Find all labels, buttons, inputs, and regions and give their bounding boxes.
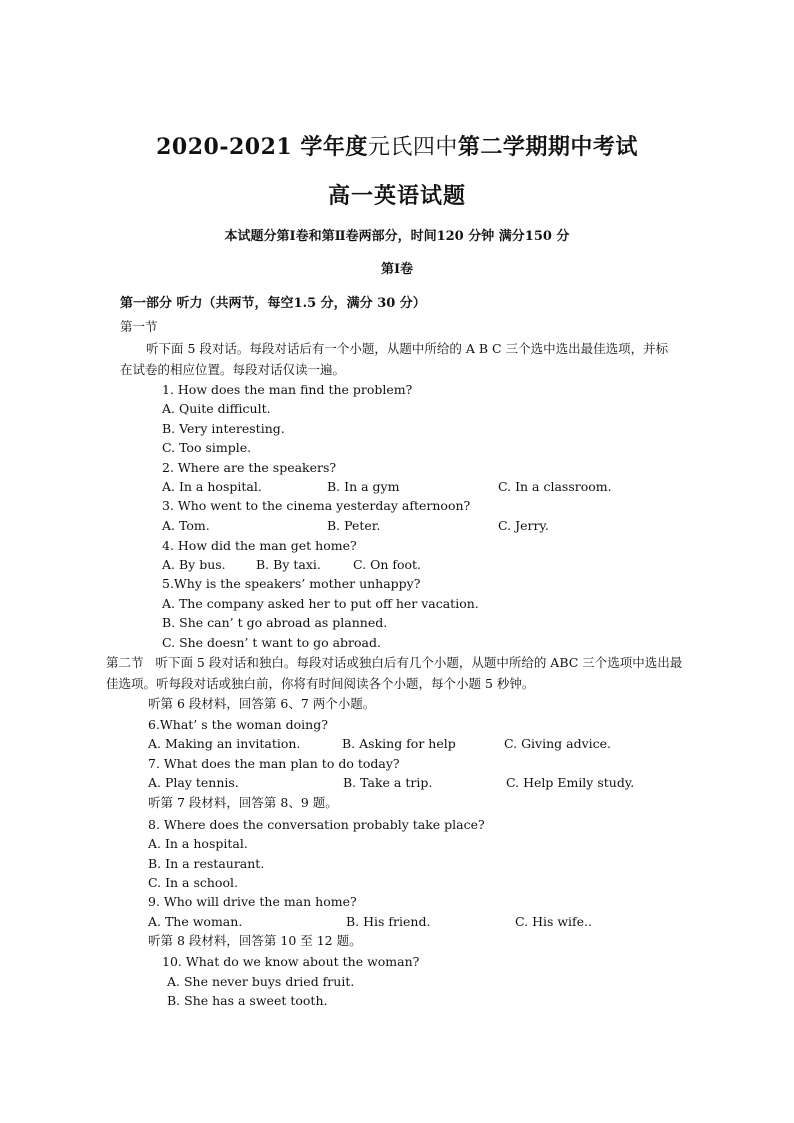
q7-option-a: A. Play tennis.	[148, 775, 239, 790]
q6-option-a: A. Making an invitation.	[148, 736, 301, 751]
q5-option-b: B. She can’ t go abroad as planned.	[162, 615, 388, 630]
question-1: 1. How does the man find the problem?	[162, 382, 413, 397]
section2-block	[106, 652, 686, 694]
q5-option-c: C. She doesn’ t want to go abroad.	[162, 635, 381, 650]
q1-option-a: A. Quite difficult.	[162, 401, 271, 416]
q2-option-c: C. In a classroom.	[498, 479, 612, 494]
q3-option-b: B. Peter.	[327, 518, 381, 533]
question-9: 9. Who will drive the man home?	[148, 894, 357, 909]
q3-option-a: A. Tom.	[162, 518, 210, 533]
question-6: 6.What’ s the woman doing?	[148, 717, 328, 732]
q1-option-b: B. Very interesting.	[162, 421, 285, 436]
group-7-intro: 听第 7 段材料，回答第 8、9 题。	[148, 795, 338, 810]
q1-option-c: C. Too simple.	[162, 440, 252, 455]
q2-option-a: A. In a hospital.	[162, 479, 262, 494]
q10-option-b: B. She has a sweet tooth.	[167, 993, 328, 1008]
question-7: 7. What does the man plan to do today?	[148, 756, 400, 771]
q7-option-c: C. Help Emily study.	[506, 775, 635, 790]
q3-option-c: C. Jerry.	[498, 518, 549, 533]
title-year: 2020-2021 学年度	[156, 134, 368, 160]
section2-instructions: 听下面 5 段对话和独白。每段对话或独白后有几个小题，从题中所给的 ABC 三个选项中选出最佳选项。听每段对话或独白前，你将有时间阅读各个小题，每个小题 5 秒钟。	[106, 655, 683, 691]
q8-option-c: C. In a school.	[148, 875, 238, 890]
exam-info: 本试题分第Ⅰ卷和第Ⅱ卷两部分，时间120 分钟 满分150 分	[224, 229, 570, 244]
q9-option-b: B. His friend.	[346, 914, 431, 929]
section2-label: 第二节	[106, 655, 144, 670]
exam-title	[0, 136, 794, 159]
question-3: 3. Who went to the cinema yesterday afternoon?	[162, 498, 471, 513]
q4-option-a: A. By bus.	[162, 557, 226, 572]
question-8: 8. Where does the conversation probably take place?	[148, 817, 485, 832]
q4-option-b: B. By taxi.	[256, 557, 321, 572]
question-2: 2. Where are the speakers?	[162, 460, 337, 475]
group-6-intro: 听第 6 段材料，回答第 6、7 两个小题。	[148, 696, 376, 711]
section1-instructions: 听下面 5 段对话。每段对话后有一个小题，从题中所给的 A B C 三个选中选出最佳选项，并标在试卷的相应位置。每段对话仅读一遍。	[120, 341, 669, 377]
section1-label: 第一节	[120, 319, 158, 334]
title-school: 元氏四中	[367, 135, 458, 160]
q8-option-a: A. In a hospital.	[148, 836, 248, 851]
part1-heading: 第一部分 听力（共两节，每空1.5 分，满分 30 分）	[120, 296, 426, 311]
q10-option-a: A. She never buys dried fruit.	[167, 974, 355, 989]
question-5: 5.Why is the speakers’ mother unhappy?	[162, 576, 421, 591]
q6-option-c: C. Giving advice.	[504, 736, 612, 751]
question-4: 4. How did the man get home?	[162, 538, 357, 553]
q9-option-a: A. The woman.	[148, 914, 243, 929]
exam-subtitle: 高一英语试题	[327, 183, 466, 209]
q7-option-b: B. Take a trip.	[343, 775, 433, 790]
q4-option-c: C. On foot.	[353, 557, 422, 572]
q5-option-a: A. The company asked her to put off her vacation.	[162, 596, 479, 611]
q2-option-b: B. In a gym	[327, 479, 400, 494]
q8-option-b: B. In a restaurant.	[148, 856, 265, 871]
q6-option-b: B. Asking for help	[342, 736, 456, 751]
title-exam: 第二学期期中考试	[457, 134, 638, 160]
group-8-intro: 听第 8 段材料，回答第 10 至 12 题。	[148, 933, 362, 948]
q9-option-c: C. His wife..	[515, 914, 593, 929]
volume-label: 第Ⅰ卷	[380, 262, 414, 277]
question-10: 10. What do we know about the woman?	[162, 954, 420, 969]
